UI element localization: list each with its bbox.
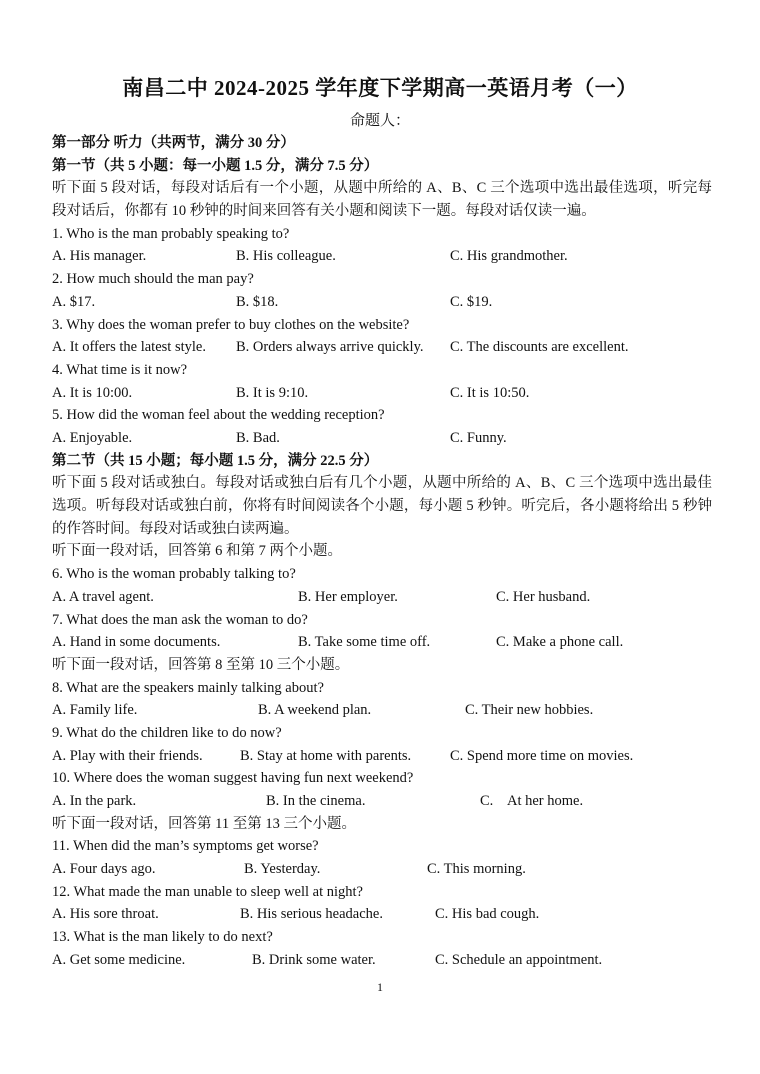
exam-content bbox=[52, 132, 712, 972]
option-c: C. This morning. bbox=[427, 861, 526, 878]
question-2: 2. How much should the man pay? bbox=[52, 271, 254, 288]
intro-6-7: 听下面一段对话，回答第 6 和第 7 两个小题。 bbox=[52, 543, 342, 560]
option-b: B. Yesterday. bbox=[244, 861, 321, 878]
page-number: 1 bbox=[377, 980, 383, 994]
option-a: A. Hand in some documents. bbox=[52, 634, 221, 651]
options-12 bbox=[52, 903, 712, 926]
option-c: C. At her home. bbox=[480, 793, 584, 810]
option-a: A. It is 10:00. bbox=[52, 384, 133, 401]
question-4: 4. What time is it now? bbox=[52, 361, 188, 378]
option-c: C. Spend more time on movies. bbox=[450, 747, 634, 764]
option-a: A. Four days ago. bbox=[52, 861, 156, 878]
question-10: 10. Where does the woman suggest having fun next weekend? bbox=[52, 770, 414, 787]
options-11 bbox=[52, 858, 712, 881]
option-a: A. A travel agent. bbox=[52, 588, 154, 605]
option-b: B. Orders always arrive quickly. bbox=[236, 339, 424, 356]
options-1 bbox=[52, 245, 712, 268]
section2-heading: 第二节（共 15 小题；每小题 1.5 分，满分 22.5 分） bbox=[52, 452, 379, 469]
option-a: A. It offers the latest style. bbox=[52, 339, 206, 356]
options-3 bbox=[52, 336, 712, 359]
intro-11-13: 听下面一段对话，回答第 11 至第 13 三个小题。 bbox=[52, 815, 356, 832]
question-8: 8. What are the speakers mainly talking about? bbox=[52, 679, 324, 696]
question-11: 11. When did the man’s symptoms get worse? bbox=[52, 838, 319, 855]
exam-title: 南昌二中 2024-2025 学年度下学期高一英语月考（一） bbox=[122, 76, 638, 100]
option-c: C. Schedule an appointment. bbox=[435, 951, 603, 968]
option-c: C. Their new hobbies. bbox=[465, 702, 594, 719]
option-c: C. The discounts are excellent. bbox=[450, 339, 629, 356]
question-6: 6. Who is the woman probably talking to? bbox=[52, 566, 296, 583]
options-6 bbox=[52, 586, 712, 609]
option-c: C. It is 10:50. bbox=[450, 384, 530, 401]
option-b: B. Drink some water. bbox=[252, 951, 376, 968]
option-a: A. Enjoyable. bbox=[52, 429, 133, 446]
option-b: B. $18. bbox=[236, 293, 279, 310]
options-8 bbox=[52, 699, 712, 722]
option-b: B. Bad. bbox=[236, 429, 280, 446]
option-b: B. Her employer. bbox=[298, 588, 398, 605]
section1-heading: 第一节（共 5 小题：每一小题 1.5 分，满分 7.5 分） bbox=[52, 157, 379, 174]
option-c: C. $19. bbox=[450, 293, 493, 310]
question-12: 12. What made the man unable to sleep well at night? bbox=[52, 883, 363, 900]
part1-heading: 第一部分 听力（共两节，满分 30 分） bbox=[52, 135, 295, 151]
options-13 bbox=[52, 949, 712, 972]
option-b: B. A weekend plan. bbox=[258, 702, 372, 719]
option-c: C. Funny. bbox=[450, 429, 507, 446]
question-7: 7. What does the man ask the woman to do? bbox=[52, 611, 308, 628]
question-1: 1. Who is the man probably speaking to? bbox=[52, 225, 290, 242]
option-a: A. $17. bbox=[52, 293, 96, 310]
option-a: A. His sore throat. bbox=[52, 906, 159, 923]
options-10 bbox=[52, 790, 712, 813]
option-a: A. Family life. bbox=[52, 702, 138, 719]
option-a: A. Play with their friends. bbox=[52, 747, 203, 764]
section2-instructions: 听下面 5 段对话或独白。每段对话或独白后有几个小题，从题中所给的 A、B、C 三个选项中选出最佳选项。听每段对话或独白前，你将有时间阅读各个小题，每小题 5 秒钟。听完后，各小题将给出 5 秒钟的作答时间。每段对话或独白读两遍。 bbox=[52, 475, 712, 537]
option-b: B. His colleague. bbox=[236, 248, 336, 265]
option-b: B. It is 9:10. bbox=[236, 384, 309, 401]
option-b: B. His serious headache. bbox=[240, 906, 383, 923]
author-label: 命题人： bbox=[349, 113, 410, 129]
option-b: B. Take some time off. bbox=[298, 634, 431, 651]
section1-instructions: 听下面 5 段对话，每段对话后有一个小题，从题中所给的 A、B、C 三个选项中选出最佳选项，听完每段对话后，你都有 10 秒钟的时间来回答有关小题和阅读下一题。每段对话仅读一遍。 bbox=[52, 180, 712, 220]
option-a: A. His manager. bbox=[52, 248, 147, 265]
option-a: A. In the park. bbox=[52, 793, 137, 810]
options-2 bbox=[52, 291, 712, 314]
option-c: C. His bad cough. bbox=[435, 906, 540, 923]
option-a: A. Get some medicine. bbox=[52, 951, 186, 968]
question-5: 5. How did the woman feel about the wedding reception? bbox=[52, 407, 385, 424]
options-4 bbox=[52, 382, 712, 405]
option-c: C. His grandmother. bbox=[450, 248, 568, 265]
question-3: 3. Why does the woman prefer to buy clothes on the website? bbox=[52, 316, 410, 333]
option-c: C. Her husband. bbox=[496, 588, 591, 605]
question-9: 9. What do the children like to do now? bbox=[52, 724, 282, 741]
option-c: C. Make a phone call. bbox=[496, 634, 624, 651]
option-b: B. Stay at home with parents. bbox=[240, 747, 412, 764]
options-5 bbox=[52, 427, 712, 450]
question-13: 13. What is the man likely to do next? bbox=[52, 929, 273, 946]
option-b: B. In the cinema. bbox=[266, 793, 366, 810]
intro-8-10: 听下面一段对话，回答第 8 至第 10 三个小题。 bbox=[52, 656, 350, 673]
options-9 bbox=[52, 745, 712, 768]
options-7 bbox=[52, 631, 712, 654]
